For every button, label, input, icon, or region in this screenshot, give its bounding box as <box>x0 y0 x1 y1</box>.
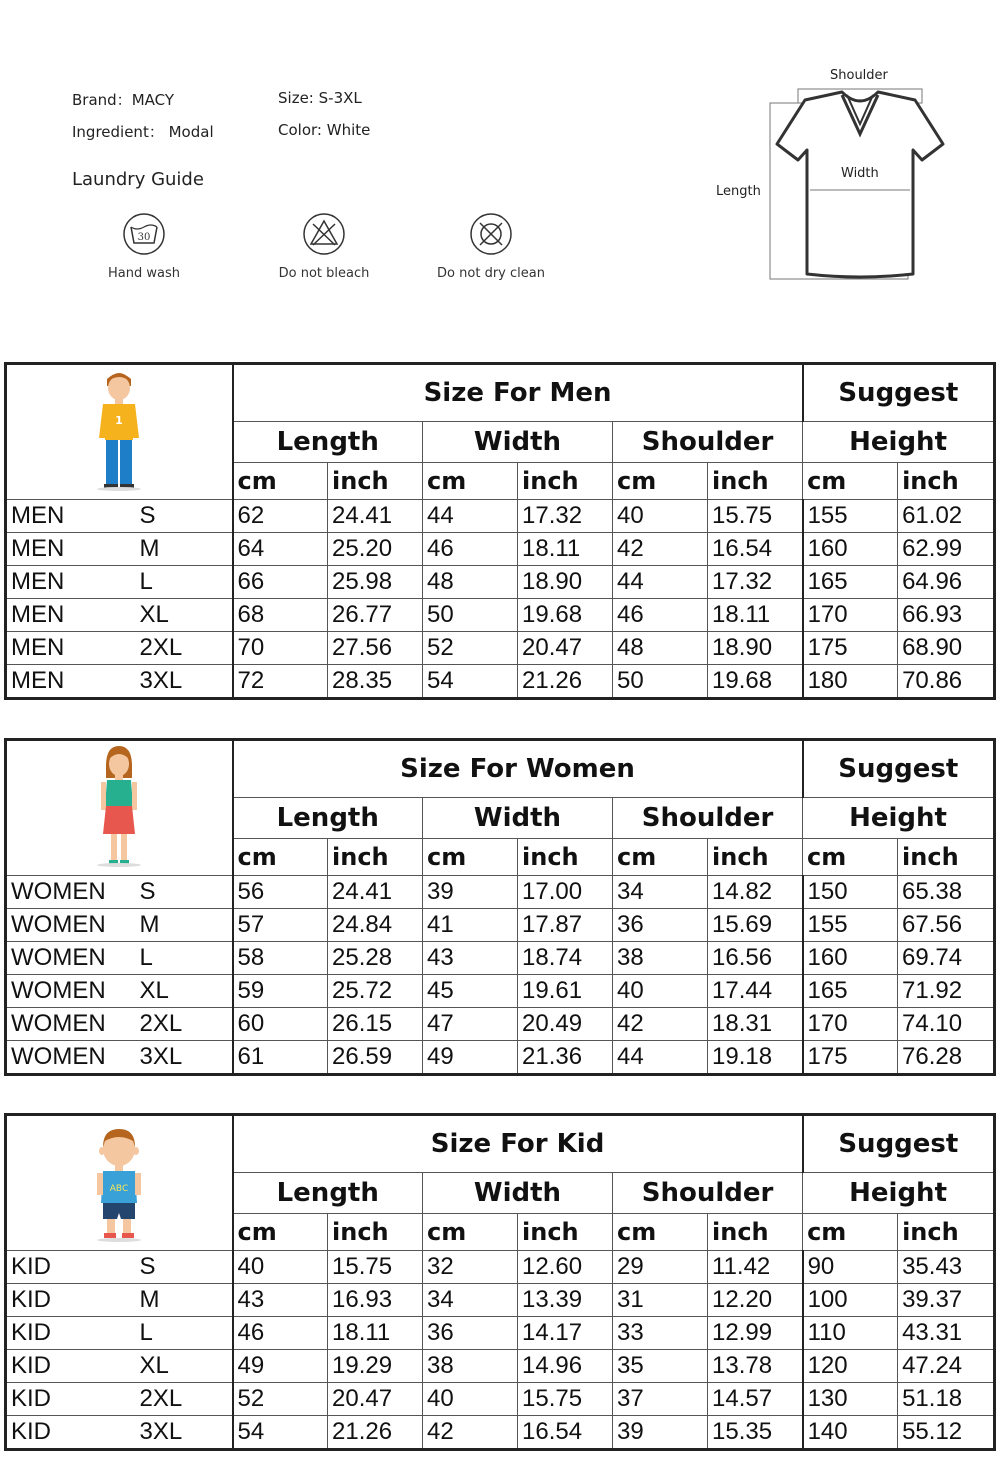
width-inch-cell: 14.17 <box>518 1317 613 1350</box>
size-cell: M <box>136 533 233 566</box>
width-cm-cell: 48 <box>423 566 518 599</box>
category-cell: KID <box>6 1416 136 1450</box>
hand-wash-label: Hand wash <box>108 266 180 281</box>
no-bleach-item <box>259 212 389 281</box>
size-cell: 2XL <box>136 632 233 665</box>
category-cell: MEN <box>6 500 136 533</box>
women-width-header: Width <box>423 798 613 839</box>
width-cm-cell: 44 <box>423 500 518 533</box>
women-shoulder-header: Shoulder <box>613 798 803 839</box>
category-cell: KID <box>6 1317 136 1350</box>
size-cell: L <box>136 1317 233 1350</box>
shoulder-inch-cell: 19.68 <box>708 665 803 699</box>
unit-cm: cm <box>423 839 518 876</box>
category-cell: WOMEN <box>6 909 136 942</box>
category-cell: WOMEN <box>6 975 136 1008</box>
men-height-header: Height <box>803 422 995 463</box>
unit-inch: inch <box>518 839 613 876</box>
width-cm-cell: 50 <box>423 599 518 632</box>
width-cm-cell: 47 <box>423 1008 518 1041</box>
length-cm-cell: 62 <box>233 500 328 533</box>
height-cm-cell: 120 <box>803 1350 898 1383</box>
length-inch-cell: 18.11 <box>328 1317 423 1350</box>
size-cell: XL <box>136 1350 233 1383</box>
kid-width-header: Width <box>423 1173 613 1214</box>
shoulder-cm-cell: 44 <box>613 1041 708 1075</box>
height-inch-cell: 67.56 <box>898 909 995 942</box>
length-cm-cell: 60 <box>233 1008 328 1041</box>
height-inch-cell: 66.93 <box>898 599 995 632</box>
height-inch-cell: 70.86 <box>898 665 995 699</box>
size-cell: L <box>136 942 233 975</box>
width-cm-cell: 32 <box>423 1251 518 1284</box>
width-cm-cell: 52 <box>423 632 518 665</box>
category-cell: KID <box>6 1284 136 1317</box>
unit-inch: inch <box>708 839 803 876</box>
shoulder-cm-cell: 35 <box>613 1350 708 1383</box>
width-inch-cell: 18.90 <box>518 566 613 599</box>
length-cm-cell: 66 <box>233 566 328 599</box>
length-inch-cell: 15.75 <box>328 1251 423 1284</box>
height-inch-cell: 74.10 <box>898 1008 995 1041</box>
size-cell: 3XL <box>136 1416 233 1450</box>
shoulder-cm-cell: 42 <box>613 533 708 566</box>
length-inch-cell: 16.93 <box>328 1284 423 1317</box>
shoulder-inch-cell: 14.82 <box>708 876 803 909</box>
height-cm-cell: 160 <box>803 533 898 566</box>
shoulder-inch-cell: 15.35 <box>708 1416 803 1450</box>
laundry-guide-title: Laundry Guide <box>72 169 204 190</box>
unit-cm: cm <box>803 463 898 500</box>
height-cm-cell: 175 <box>803 632 898 665</box>
width-inch-cell: 19.68 <box>518 599 613 632</box>
height-inch-cell: 62.99 <box>898 533 995 566</box>
unit-cm: cm <box>613 463 708 500</box>
kid-table-title: Size For Kid <box>233 1115 803 1173</box>
width-cm-cell: 34 <box>423 1284 518 1317</box>
unit-inch: inch <box>898 1214 995 1251</box>
unit-cm: cm <box>233 1214 328 1251</box>
unit-cm: cm <box>423 463 518 500</box>
men-shoulder-header: Shoulder <box>613 422 803 463</box>
category-cell: MEN <box>6 665 136 699</box>
size-cell: 3XL <box>136 1041 233 1075</box>
kid-icon <box>89 1119 149 1243</box>
brand-label: Brand： <box>72 91 132 109</box>
width-inch-cell: 15.75 <box>518 1383 613 1416</box>
hand-wash-item <box>79 212 209 281</box>
men-length-header: Length <box>233 422 423 463</box>
width-inch-cell: 14.96 <box>518 1350 613 1383</box>
shoulder-cm-cell: 48 <box>613 632 708 665</box>
length-cm-cell: 70 <box>233 632 328 665</box>
table-row <box>6 1008 995 1041</box>
table-row <box>6 942 995 975</box>
width-cm-cell: 45 <box>423 975 518 1008</box>
length-inch-cell: 21.26 <box>328 1416 423 1450</box>
height-cm-cell: 165 <box>803 566 898 599</box>
shoulder-cm-cell: 39 <box>613 1416 708 1450</box>
kid-figure-cell <box>6 1115 233 1251</box>
height-cm-cell: 170 <box>803 1008 898 1041</box>
shoulder-inch-cell: 12.99 <box>708 1317 803 1350</box>
length-inch-cell: 25.72 <box>328 975 423 1008</box>
unit-cm: cm <box>613 1214 708 1251</box>
shoulder-label: Shoulder <box>830 68 888 83</box>
kid-shoulder-header: Shoulder <box>613 1173 803 1214</box>
length-cm-cell: 58 <box>233 942 328 975</box>
width-inch-cell: 16.54 <box>518 1416 613 1450</box>
category-cell: WOMEN <box>6 876 136 909</box>
width-inch-cell: 17.00 <box>518 876 613 909</box>
shoulder-inch-cell: 13.78 <box>708 1350 803 1383</box>
width-cm-cell: 46 <box>423 533 518 566</box>
table-row <box>6 500 995 533</box>
width-cm-cell: 36 <box>423 1317 518 1350</box>
table-row <box>6 1251 995 1284</box>
length-cm-cell: 64 <box>233 533 328 566</box>
width-cm-cell: 49 <box>423 1041 518 1075</box>
size-cell: 2XL <box>136 1008 233 1041</box>
shoulder-inch-cell: 14.57 <box>708 1383 803 1416</box>
svg-text:ABC: ABC <box>110 1183 129 1194</box>
women-length-header: Length <box>233 798 423 839</box>
size-cell: XL <box>136 975 233 1008</box>
size-cell: M <box>136 1284 233 1317</box>
height-cm-cell: 175 <box>803 1041 898 1075</box>
length-inch-cell: 26.77 <box>328 599 423 632</box>
women-table-title: Size For Women <box>233 740 803 798</box>
size-cell: S <box>136 876 233 909</box>
length-cm-cell: 40 <box>233 1251 328 1284</box>
color-info <box>278 121 370 139</box>
table-row <box>6 975 995 1008</box>
shoulder-inch-cell: 18.90 <box>708 632 803 665</box>
length-inch-cell: 25.28 <box>328 942 423 975</box>
shoulder-inch-cell: 15.75 <box>708 500 803 533</box>
width-inch-cell: 21.26 <box>518 665 613 699</box>
category-cell: WOMEN <box>6 1041 136 1075</box>
category-cell: KID <box>6 1251 136 1284</box>
length-inch-cell: 20.47 <box>328 1383 423 1416</box>
color-value: White <box>326 121 371 139</box>
width-inch-cell: 21.36 <box>518 1041 613 1075</box>
width-cm-cell: 39 <box>423 876 518 909</box>
unit-inch: inch <box>328 1214 423 1251</box>
color-label: Color: <box>278 121 322 139</box>
height-inch-cell: 39.37 <box>898 1284 995 1317</box>
ingredient-value: Modal <box>168 123 214 141</box>
no-bleach-label: Do not bleach <box>278 266 370 281</box>
shoulder-inch-cell: 15.69 <box>708 909 803 942</box>
men-table-title: Size For Men <box>233 364 803 422</box>
women-size-table <box>4 738 996 1076</box>
shoulder-cm-cell: 38 <box>613 942 708 975</box>
tshirt-diagram <box>710 62 990 292</box>
height-cm-cell: 100 <box>803 1284 898 1317</box>
length-inch-cell: 19.29 <box>328 1350 423 1383</box>
unit-cm: cm <box>233 463 328 500</box>
men-suggest-header: Suggest <box>803 364 995 422</box>
brand-value: MACY <box>131 91 174 109</box>
shoulder-cm-cell: 31 <box>613 1284 708 1317</box>
width-cm-cell: 43 <box>423 942 518 975</box>
shoulder-cm-cell: 40 <box>613 500 708 533</box>
height-cm-cell: 140 <box>803 1416 898 1450</box>
height-cm-cell: 170 <box>803 599 898 632</box>
height-inch-cell: 76.28 <box>898 1041 995 1075</box>
category-cell: WOMEN <box>6 942 136 975</box>
height-inch-cell: 43.31 <box>898 1317 995 1350</box>
shoulder-inch-cell: 12.20 <box>708 1284 803 1317</box>
woman-icon <box>89 744 149 868</box>
size-cell: 3XL <box>136 665 233 699</box>
table-row <box>6 665 995 699</box>
men-figure-cell <box>6 364 233 500</box>
height-cm-cell: 130 <box>803 1383 898 1416</box>
table-row <box>6 909 995 942</box>
shoulder-inch-cell: 11.42 <box>708 1251 803 1284</box>
category-cell: MEN <box>6 632 136 665</box>
length-inch-cell: 24.41 <box>328 876 423 909</box>
no-dry-clean-item <box>426 212 556 281</box>
width-inch-cell: 13.39 <box>518 1284 613 1317</box>
unit-inch: inch <box>708 1214 803 1251</box>
size-value: S-3XL <box>318 89 362 107</box>
length-label: Length <box>716 184 761 199</box>
men-size-table <box>4 362 996 700</box>
table-row <box>6 1317 995 1350</box>
length-cm-cell: 57 <box>233 909 328 942</box>
height-inch-cell: 47.24 <box>898 1350 995 1383</box>
length-cm-cell: 56 <box>233 876 328 909</box>
no-dry-clean-icon <box>469 212 513 256</box>
height-cm-cell: 110 <box>803 1317 898 1350</box>
no-dry-clean-label: Do not dry clean <box>437 266 545 281</box>
length-inch-cell: 26.59 <box>328 1041 423 1075</box>
size-cell: M <box>136 909 233 942</box>
size-cell: L <box>136 566 233 599</box>
table-row <box>6 632 995 665</box>
men-width-header: Width <box>423 422 613 463</box>
height-inch-cell: 64.96 <box>898 566 995 599</box>
length-inch-cell: 25.20 <box>328 533 423 566</box>
length-cm-cell: 43 <box>233 1284 328 1317</box>
length-inch-cell: 27.56 <box>328 632 423 665</box>
unit-inch: inch <box>328 839 423 876</box>
shoulder-inch-cell: 16.54 <box>708 533 803 566</box>
width-inch-cell: 18.74 <box>518 942 613 975</box>
height-inch-cell: 35.43 <box>898 1251 995 1284</box>
table-row <box>6 599 995 632</box>
category-cell: MEN <box>6 533 136 566</box>
unit-inch: inch <box>708 463 803 500</box>
length-cm-cell: 59 <box>233 975 328 1008</box>
shoulder-inch-cell: 16.56 <box>708 942 803 975</box>
unit-inch: inch <box>328 463 423 500</box>
hand-wash-icon <box>122 212 166 256</box>
length-cm-cell: 54 <box>233 1416 328 1450</box>
height-inch-cell: 68.90 <box>898 632 995 665</box>
table-row <box>6 876 995 909</box>
height-inch-cell: 71.92 <box>898 975 995 1008</box>
table-row <box>6 1350 995 1383</box>
shoulder-cm-cell: 29 <box>613 1251 708 1284</box>
width-cm-cell: 54 <box>423 665 518 699</box>
unit-cm: cm <box>613 839 708 876</box>
height-inch-cell: 55.12 <box>898 1416 995 1450</box>
shoulder-cm-cell: 40 <box>613 975 708 1008</box>
category-cell: KID <box>6 1383 136 1416</box>
shoulder-cm-cell: 44 <box>613 566 708 599</box>
unit-cm: cm <box>233 839 328 876</box>
size-cell: S <box>136 1251 233 1284</box>
women-figure-cell <box>6 740 233 876</box>
height-cm-cell: 155 <box>803 909 898 942</box>
unit-cm: cm <box>803 1214 898 1251</box>
unit-inch: inch <box>518 1214 613 1251</box>
shoulder-inch-cell: 19.18 <box>708 1041 803 1075</box>
width-inch-cell: 17.32 <box>518 500 613 533</box>
unit-inch: inch <box>898 839 995 876</box>
width-inch-cell: 18.11 <box>518 533 613 566</box>
height-inch-cell: 65.38 <box>898 876 995 909</box>
no-bleach-icon <box>302 212 346 256</box>
height-inch-cell: 61.02 <box>898 500 995 533</box>
table-row <box>6 1041 995 1075</box>
height-inch-cell: 51.18 <box>898 1383 995 1416</box>
height-cm-cell: 150 <box>803 876 898 909</box>
table-row <box>6 1416 995 1450</box>
length-inch-cell: 26.15 <box>328 1008 423 1041</box>
category-cell: MEN <box>6 566 136 599</box>
kid-height-header: Height <box>803 1173 995 1214</box>
length-inch-cell: 24.84 <box>328 909 423 942</box>
height-cm-cell: 155 <box>803 500 898 533</box>
kid-size-table <box>4 1113 996 1451</box>
table-row <box>6 1284 995 1317</box>
shoulder-cm-cell: 34 <box>613 876 708 909</box>
width-cm-cell: 38 <box>423 1350 518 1383</box>
ingredient-label: Ingredient： <box>72 123 164 141</box>
length-inch-cell: 24.41 <box>328 500 423 533</box>
height-inch-cell: 69.74 <box>898 942 995 975</box>
table-row <box>6 533 995 566</box>
width-cm-cell: 42 <box>423 1416 518 1450</box>
width-inch-cell: 17.87 <box>518 909 613 942</box>
width-inch-cell: 20.49 <box>518 1008 613 1041</box>
brand-info <box>72 89 174 110</box>
shoulder-cm-cell: 42 <box>613 1008 708 1041</box>
width-label: Width <box>841 166 879 181</box>
shoulder-cm-cell: 33 <box>613 1317 708 1350</box>
length-cm-cell: 68 <box>233 599 328 632</box>
women-suggest-header: Suggest <box>803 740 995 798</box>
size-cell: S <box>136 500 233 533</box>
shoulder-cm-cell: 50 <box>613 665 708 699</box>
category-cell: KID <box>6 1350 136 1383</box>
size-cell: 2XL <box>136 1383 233 1416</box>
unit-inch: inch <box>898 463 995 500</box>
length-cm-cell: 49 <box>233 1350 328 1383</box>
shoulder-inch-cell: 18.11 <box>708 599 803 632</box>
length-cm-cell: 72 <box>233 665 328 699</box>
ingredient-info <box>72 121 214 142</box>
width-cm-cell: 40 <box>423 1383 518 1416</box>
size-info <box>278 89 362 107</box>
shoulder-inch-cell: 18.31 <box>708 1008 803 1041</box>
man-icon <box>89 368 149 492</box>
size-cell: XL <box>136 599 233 632</box>
height-cm-cell: 165 <box>803 975 898 1008</box>
kid-suggest-header: Suggest <box>803 1115 995 1173</box>
height-cm-cell: 160 <box>803 942 898 975</box>
height-cm-cell: 90 <box>803 1251 898 1284</box>
height-cm-cell: 180 <box>803 665 898 699</box>
length-inch-cell: 25.98 <box>328 566 423 599</box>
table-row <box>6 1383 995 1416</box>
women-height-header: Height <box>803 798 995 839</box>
svg-text:1: 1 <box>115 413 124 427</box>
shoulder-inch-cell: 17.32 <box>708 566 803 599</box>
table-row <box>6 566 995 599</box>
width-inch-cell: 19.61 <box>518 975 613 1008</box>
size-label: Size: <box>278 89 314 107</box>
width-inch-cell: 20.47 <box>518 632 613 665</box>
svg-text:30: 30 <box>137 232 151 243</box>
width-inch-cell: 12.60 <box>518 1251 613 1284</box>
shoulder-cm-cell: 37 <box>613 1383 708 1416</box>
unit-cm: cm <box>803 839 898 876</box>
category-cell: MEN <box>6 599 136 632</box>
width-cm-cell: 41 <box>423 909 518 942</box>
length-cm-cell: 46 <box>233 1317 328 1350</box>
kid-length-header: Length <box>233 1173 423 1214</box>
category-cell: WOMEN <box>6 1008 136 1041</box>
shoulder-cm-cell: 46 <box>613 599 708 632</box>
length-cm-cell: 52 <box>233 1383 328 1416</box>
length-inch-cell: 28.35 <box>328 665 423 699</box>
shoulder-inch-cell: 17.44 <box>708 975 803 1008</box>
shoulder-cm-cell: 36 <box>613 909 708 942</box>
unit-inch: inch <box>518 463 613 500</box>
unit-cm: cm <box>423 1214 518 1251</box>
length-cm-cell: 61 <box>233 1041 328 1075</box>
